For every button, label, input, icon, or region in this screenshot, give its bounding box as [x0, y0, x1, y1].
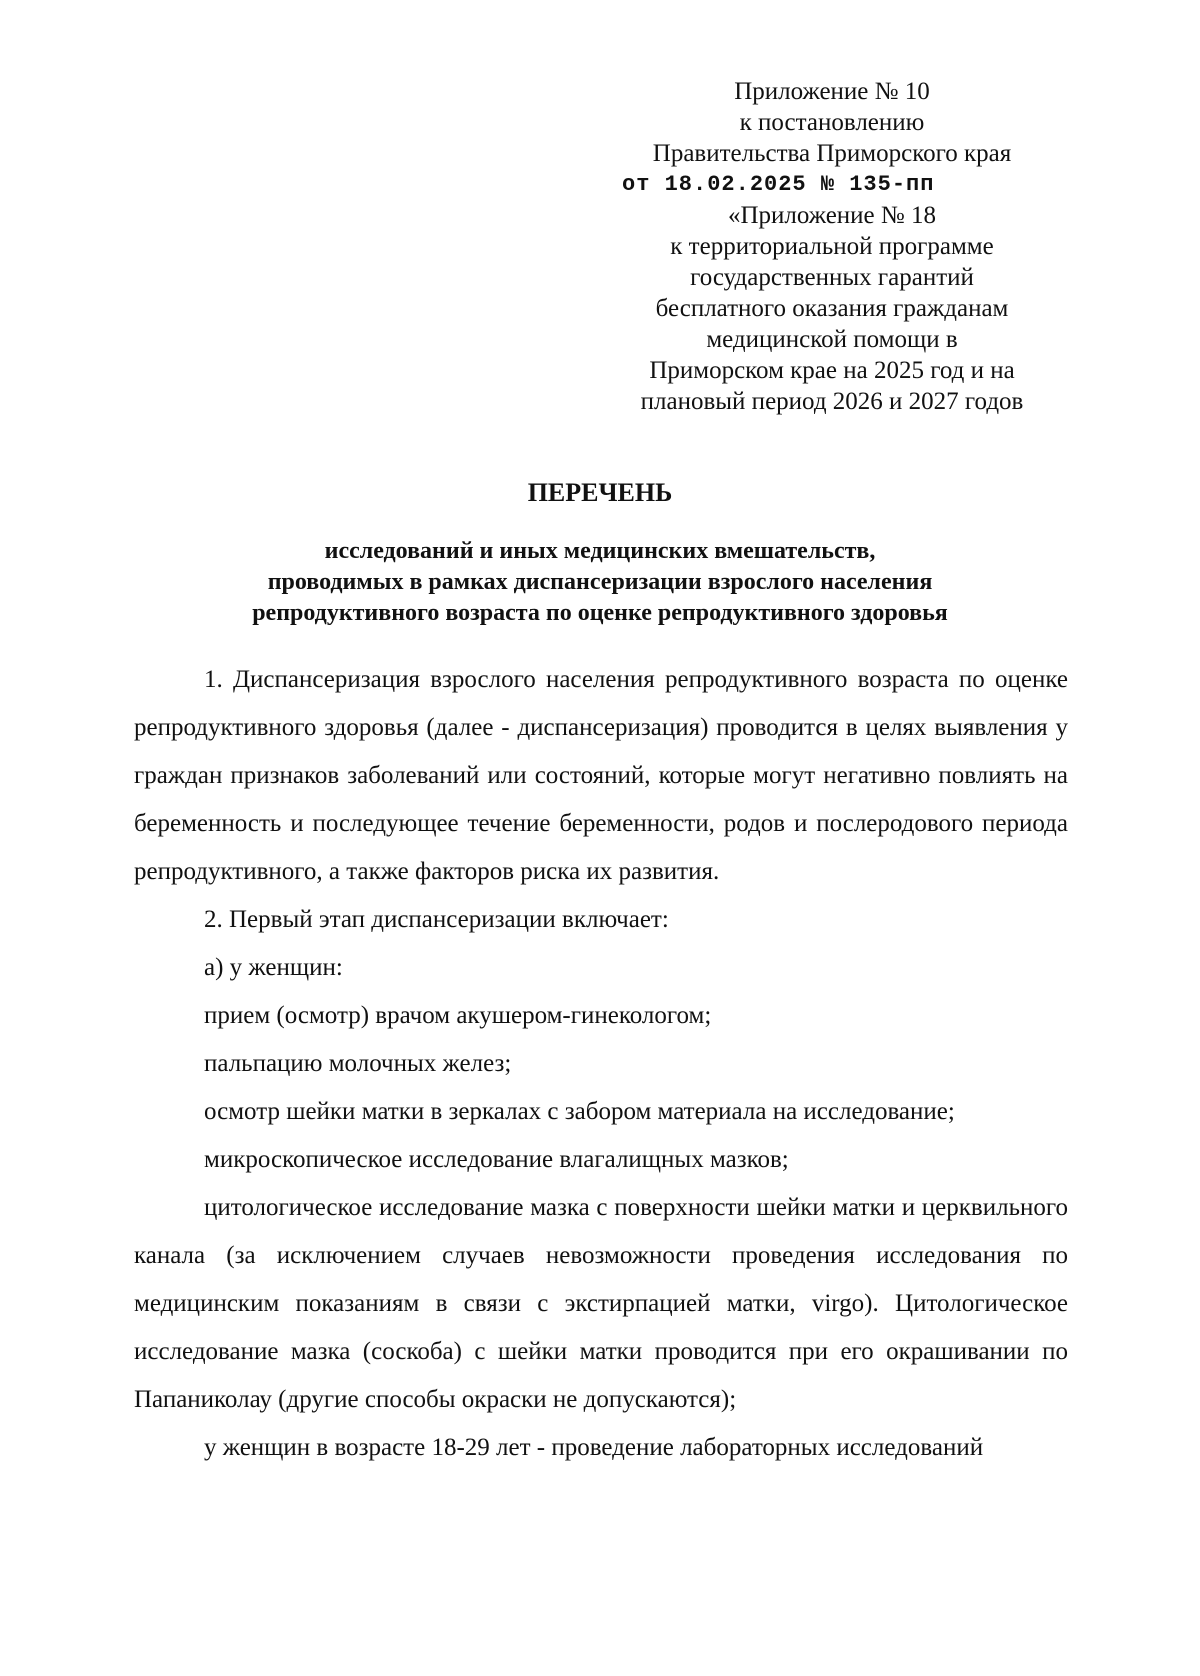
program-appendix-line: Приморском крае на 2025 год и на: [649, 357, 1015, 384]
paragraph-first-stage: 2. Первый этап диспансеризации включает:: [204, 906, 669, 933]
list-item: у женщин в возрасте 18-29 лет - проведение лабораторных исследований: [204, 1434, 984, 1461]
program-appendix-line: к территориальной программе: [670, 233, 994, 260]
appendix-government: Правительства Приморского края: [652, 140, 1012, 167]
document-title: ПЕРЕЧЕНЬ: [527, 478, 673, 507]
program-appendix-line: государственных гарантий: [690, 264, 974, 291]
paragraph-cytology: цитологическое исследование мазка с поверхности шейки матки и церквильного канала (за исключением случаев невозможности проведения исследования по медицинским показаниям в связи с экстирпацией матки, virgo). Цитологическое исследование мазка (соскоба) с шейки матки проводится при его окрашивании по Папаниколау (другие способы окраски не допускаются);: [134, 1194, 1068, 1413]
program-appendix-line: бесплатного оказания гражданам: [655, 295, 1009, 322]
list-item: прием (осмотр) врачом акушером-гинекологом;: [204, 1002, 712, 1029]
program-appendix-reference: [612, 200, 1052, 417]
program-appendix-line: медицинской помощи в: [706, 326, 958, 353]
list-item: пальпацию молочных желез;: [204, 1050, 512, 1077]
appendix-resolution: к постановлению: [739, 109, 925, 136]
program-appendix-line: плановый период 2026 и 2027 годов: [640, 388, 1024, 415]
program-appendix-line: «Приложение № 18: [727, 202, 937, 229]
subtitle-line: репродуктивного возраста по оценке репродуктивного здоровья: [252, 600, 948, 626]
subtitle-line: проводимых в рамках диспансеризации взрослого населения: [267, 569, 933, 595]
appendix-number: Приложение № 10: [734, 78, 930, 105]
subtitle-line: исследований и иных медицинских вмешательств,: [324, 538, 876, 564]
appendix-header: [612, 76, 1052, 417]
list-heading-women: а) у женщин:: [204, 954, 343, 981]
list-item: микроскопическое исследование влагалищных мазков;: [204, 1146, 789, 1173]
paragraph-purpose: 1. Диспансеризация взрослого населения репродуктивного возраста по оценке репродуктивного здоровья (далее - диспансеризация) проводится в целях выявления у граждан признаков заболеваний или состояний, которые могут негативно повлиять на беременность и последующее течение беременности, родов и послеродового периода репродуктивного, а также факторов риска их развития.: [134, 666, 1068, 885]
resolution-date-stamp: от 18.02.2025 № 135-пп: [622, 172, 935, 197]
document-subtitle: [0, 536, 1200, 629]
list-item: осмотр шейки матки в зеркалах с забором материала на исследование;: [204, 1098, 955, 1125]
document-body: [134, 656, 1068, 1472]
